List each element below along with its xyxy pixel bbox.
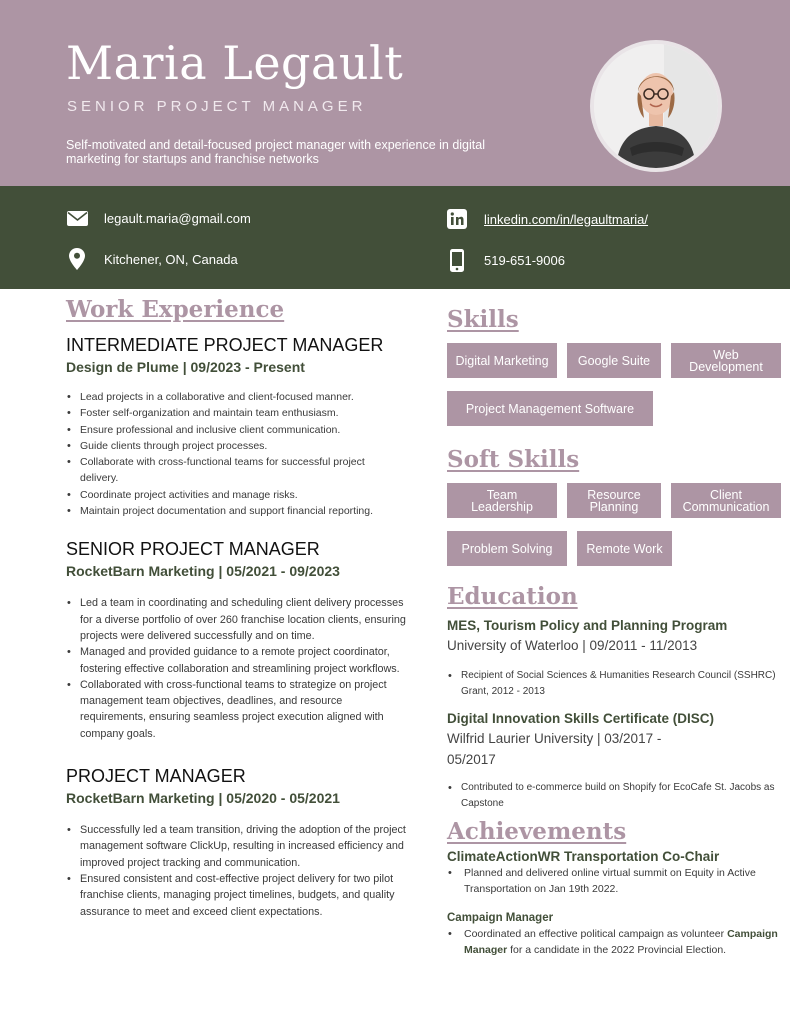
soft-skill-chip: Client Communication [671,483,781,518]
achievements-heading: Achievements [447,818,627,846]
work-experience-section [66,296,406,920]
education-bullets [447,780,782,813]
achievement-bullets [447,865,782,898]
education-entry [447,711,782,813]
right-column [447,296,782,958]
mobile-phone-icon [446,249,468,272]
job-title: PROJECT MANAGER [66,766,246,787]
achievement-bullets [447,926,782,959]
achievement-bullet-text: for a candidate in the 2022 Provincial Election. [507,944,727,957]
job-bullet: • Lead projects in a collaborative and client-focused manner. [66,389,406,405]
achievement-title: ClimateActionWR Transportation Co-Chair [447,849,720,865]
education-school: Wilfrid Laurier University | 03/2017 - 05/2017 [447,730,662,767]
education-bullet: • Recipient of Social Sciences & Humanities Research Council (SSHRC) Grant, 2012 - 2013 [447,668,782,701]
achievement-bullet-bold: Campaign Manager [464,927,778,957]
candidate-title: SENIOR PROJECT MANAGER [67,98,367,115]
candidate-name: Maria Legault [66,36,404,90]
summary-text: Self-motivated and detail-focused project manager with experience in digital marketing for startups and franchise networks [66,138,485,166]
header-banner [0,0,790,186]
achievement-entry [447,849,782,898]
contact-phone[interactable] [446,249,565,272]
job-title: SENIOR PROJECT MANAGER [66,539,320,560]
location-text: Kitchener, ON, Canada [104,251,238,267]
education-school: University of Waterloo | 09/2011 - 11/2013 [447,638,698,653]
job-bullet: • Guide clients through project processes. [66,438,406,454]
education-degree: Digital Innovation Skills Certificate (DISC) [447,710,715,726]
job-bullets [66,595,406,742]
mail-icon [66,211,88,226]
contact-email[interactable] [66,211,251,226]
contact-linkedin[interactable] [446,209,648,229]
soft-skill-chip: Team Leadership [447,483,557,518]
skill-chip: Digital Marketing [447,343,557,378]
person-portrait-icon [594,44,718,168]
job-entry [66,766,406,920]
skill-chip: Project Management Software [447,391,653,426]
location-pin-icon [66,248,88,270]
job-bullet: • Collaborated with cross-functional teams to strategize on project management team objectives, deadlines, and resource requirements, ensuring seamless project execution aligned with company goals. [66,677,406,742]
skills-heading: Skills [447,306,519,333]
soft-skill-chip: Problem Solving [447,531,567,566]
education-heading: Education [447,583,578,610]
job-bullet: • Managed and provided guidance to a remote project coordinator, fostering effective collaboration and streamlining project workflows. [66,644,406,677]
achievement-bullet-text: Coordinated an effective political campaign as volunteer [464,927,728,940]
education-bullets [447,668,782,701]
job-bullets [66,389,406,519]
job-company: Design de Plume | 09/2023 - Present [66,359,305,375]
soft-skill-chip: Remote Work [577,531,672,566]
soft-skills-heading: Soft Skills [447,446,580,473]
contact-location [66,248,238,270]
education-entry [447,618,782,701]
job-company: RocketBarn Marketing | 05/2020 - 05/2021 [66,790,340,807]
skill-chip: Web Development [671,343,781,378]
job-entry [66,335,406,519]
achievement-entry [447,912,782,959]
work-experience-heading: Work Experience [66,296,285,323]
skills-list [447,343,782,426]
contact-bar [0,186,790,289]
soft-skill-chip: Resource Planning [567,483,661,518]
job-bullet: • Coordinate project activities and manage risks. [66,487,406,503]
profile-photo [590,40,722,172]
job-bullet: • Ensured consistent and cost-effective project delivery for two pilot franchise clients, managing project timelines, budgets, and quality assurance to meet and exceed client expectations. [66,871,406,920]
linkedin-icon [446,209,468,229]
job-bullet: • Foster self-organization and maintain team enthusiasm. [66,405,406,421]
job-title: INTERMEDIATE PROJECT MANAGER [66,335,384,355]
education-degree: MES, Tourism Policy and Planning Program [447,618,728,633]
education-bullet: • Contributed to e-commerce build on Shopify for EcoCafe St. Jacobs as Capstone [447,780,782,813]
phone-text: 519-651-9006 [484,253,565,268]
job-bullet: • Maintain project documentation and support financial reporting. [66,503,406,519]
job-company: RocketBarn Marketing | 05/2021 - 09/2023 [66,563,340,580]
job-entry [66,539,406,742]
email-text: legault.maria@gmail.com [104,211,251,226]
job-bullet: • Ensure professional and inclusive client communication. [66,422,406,438]
job-bullet: • Led a team in coordinating and scheduling client delivery processes for a diverse portfolio of over 260 franchise location clients, ensuring projects were delivered successfully and on time. [66,595,406,644]
job-bullets [66,822,406,920]
skill-chip: Google Suite [567,343,661,378]
job-bullet: • Successfully led a team transition, driving the adoption of the project management software ClickUp, resulting in increased efficiency and improved project tracking and communication. [66,822,406,871]
linkedin-link[interactable]: linkedin.com/in/legaultmaria/ [484,211,649,227]
achievement-title: Campaign Manager [447,911,554,924]
achievement-bullet: • Planned and delivered online virtual summit on Equity in Active Transportation on Jan 19th 2022. [447,865,782,898]
soft-skills-list [447,483,782,566]
job-bullet: • Collaborate with cross-functional teams for successful project delivery. [66,454,406,487]
achievement-bullet [447,926,782,959]
